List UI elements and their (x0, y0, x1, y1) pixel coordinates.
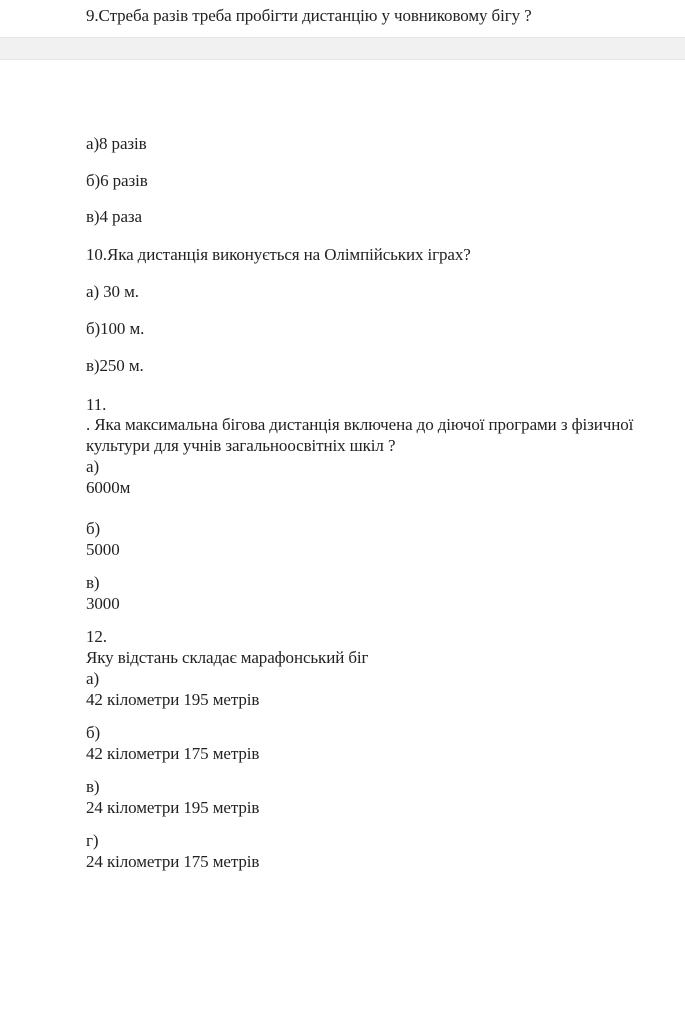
q12-option-a-text: 42 кілометри 195 метрів (86, 690, 260, 709)
q11-option-c-letter: в) (86, 573, 100, 592)
q11-option-c-text: 3000 (86, 594, 120, 613)
q12-option-d-text: 24 кілометри 175 метрів (86, 852, 260, 871)
q11-option-a-text: 6000м (86, 478, 131, 497)
q10-option-c: в)250 м. (86, 356, 144, 375)
q11-option-b-text: 5000 (86, 540, 120, 559)
q10-question: 10.Яка дистанція виконується на Олімпійських іграх? (86, 245, 471, 264)
q11-question-line2: культури для учнів загальноосвітніх шкіл ? (86, 436, 396, 455)
q12-number: 12. (86, 627, 107, 646)
q9-question: 9.Стреба разів треба пробігти дистанцію у човниковому бігу ? (86, 6, 532, 25)
q12-option-a-letter: а) (86, 669, 100, 688)
q11-option-a-letter: а) (86, 457, 100, 476)
q10-option-b: б)100 м. (86, 319, 145, 338)
q11-question-line1: . Яка максимальна бігова дистанція включена до діючої програми з фізичної (86, 415, 634, 434)
page-separator-band (0, 37, 685, 60)
q10-option-a: а) 30 м. (86, 282, 139, 301)
q12-option-d-letter: г) (86, 831, 99, 850)
q12-option-c-letter: в) (86, 777, 100, 796)
q9-option-a: а)8 разів (86, 134, 147, 153)
q11-number: 11. (86, 395, 107, 414)
q12-option-b-text: 42 кілометри 175 метрів (86, 744, 260, 763)
q12-question: Яку відстань складає марафонський біг (86, 648, 369, 667)
q12-option-b-letter: б) (86, 723, 101, 742)
q12-option-c-text: 24 кілометри 195 метрів (86, 798, 260, 817)
q9-option-c: в)4 раза (86, 207, 142, 226)
q9-option-b: б)6 разів (86, 171, 148, 190)
q11-option-b-letter: б) (86, 519, 101, 538)
